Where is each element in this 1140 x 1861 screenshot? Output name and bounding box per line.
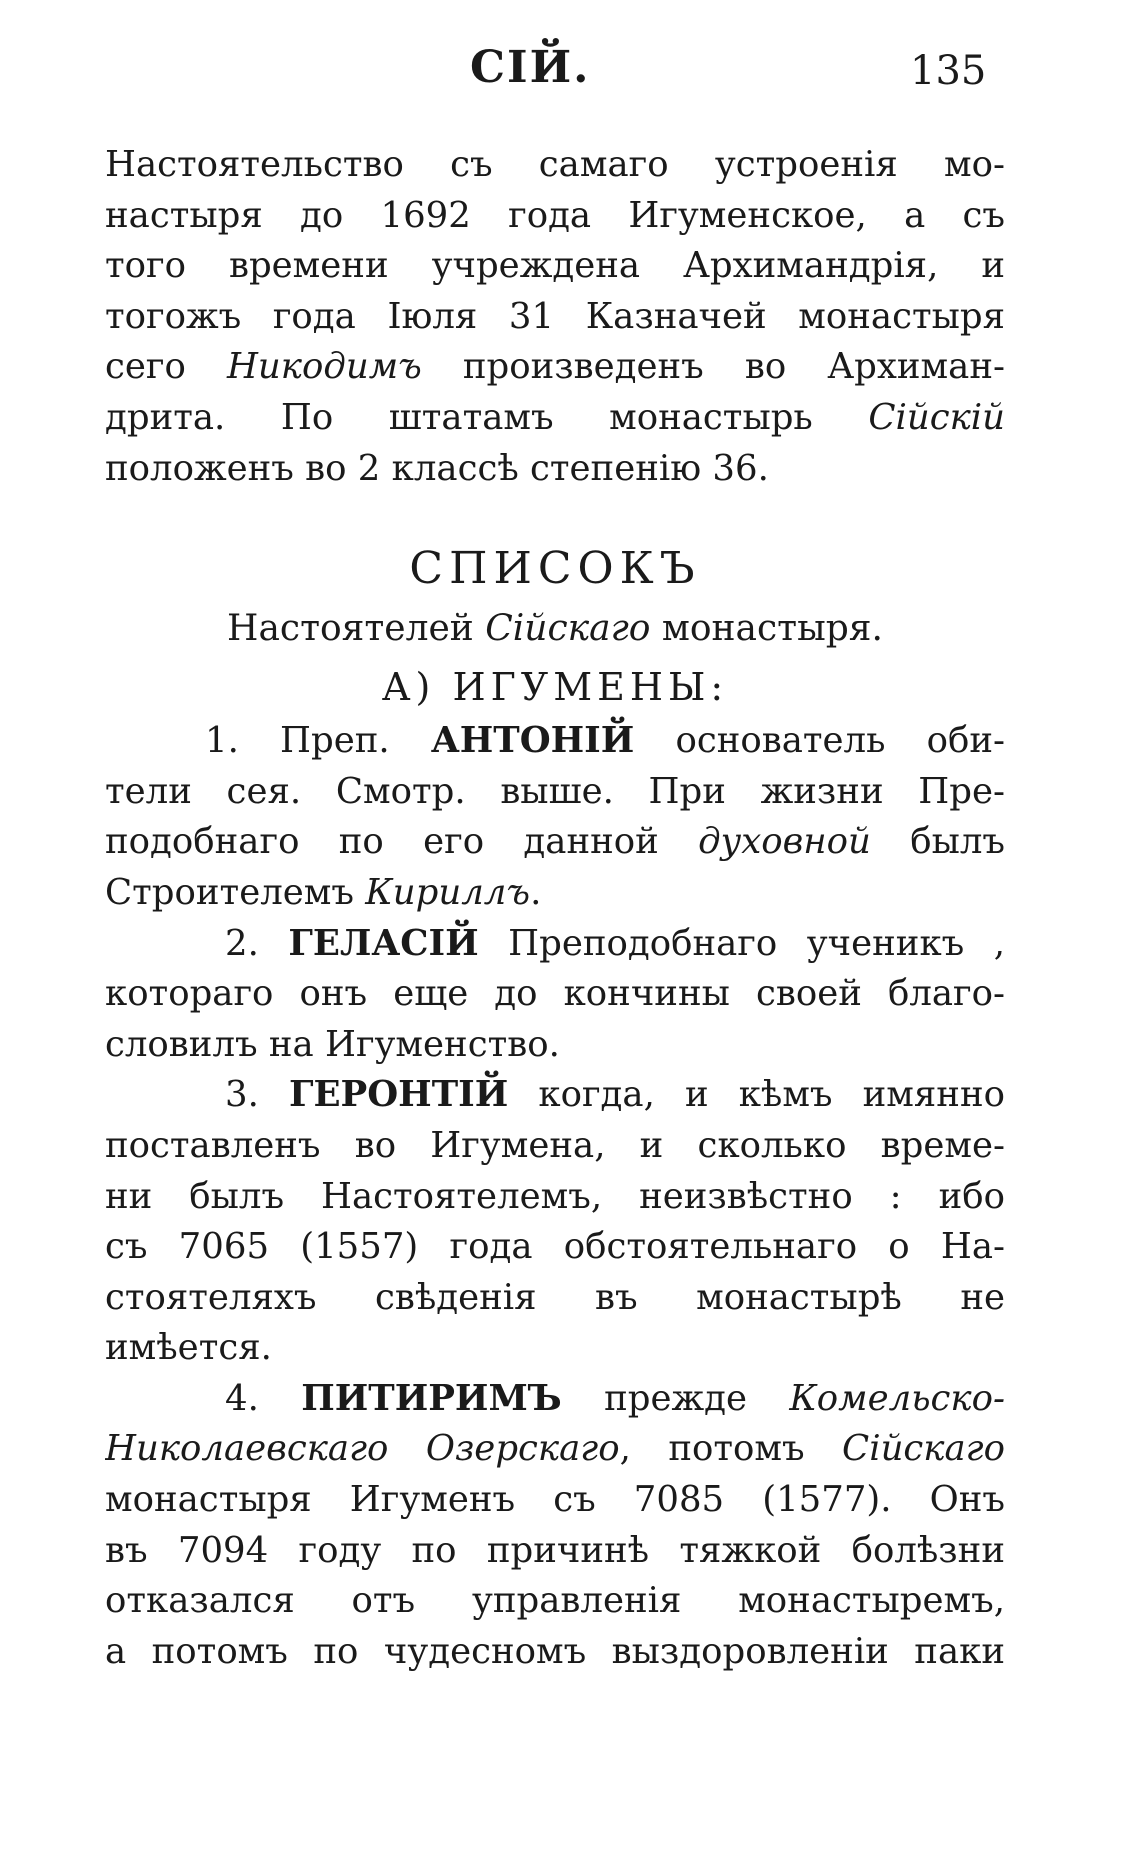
text-line: съ 7065 (1557) года обстоятельнаго о На- [105,1226,1005,1268]
page-number: 135 [910,48,987,94]
text-line: Строителемъ Кириллъ. [105,871,542,913]
text-line: 3. ГЕРОНТІЙ когда, и кѣмъ имянно [225,1074,1005,1116]
text-body [105,140,1005,1677]
name-nikodim: Никодимъ [226,346,422,388]
entry-4 [105,1374,1005,1678]
text-line: того времени учреждена Архимандрія, и [105,245,1005,287]
text-line: въ 7094 году по причинѣ тяжкой болѣзни [105,1529,1005,1571]
text-line: 1. Преп. АНТОНІЙ основатель оби- [205,720,1005,762]
intro-paragraph [105,140,1005,494]
text-line: подобнаго по его данной духовной былъ [105,821,1005,863]
running-title: СІЙ. [470,42,591,93]
text-line: 4. ПИТИРИМЪ прежде Комельско- [225,1377,1005,1419]
text-line: поставленъ во Игумена, и сколько време- [105,1124,1005,1166]
list-title: СПИСОКЪ [409,543,701,595]
text-line: сего Никодимъ произведенъ во Архиман- [105,346,1005,388]
text-line: 2. ГЕЛАСІЙ Преподобнаго ученикъ , [225,922,1005,964]
text-line: котораго онъ еще до кончины своей благо- [105,973,1005,1015]
text-line: ни былъ Настоятелемъ, неизвѣстно : ибо [105,1175,1005,1217]
text-line: словилъ на Игуменство. [105,1023,560,1065]
entry-2 [105,919,1005,1071]
text-line: имѣется. [105,1327,272,1369]
text-line: тели сея. Смотр. выше. При жизни Пре- [105,770,1005,812]
list-subtitle: Настоятелей Сійскаго монастыря. [227,608,883,650]
text-line: Николаевскаго Озерскаго, потомъ Сійскаго [105,1428,1005,1470]
abbot-name: ГЕЛАСІЙ [288,922,479,964]
text-line: положенъ во 2 классѣ степенію 36. [105,447,769,489]
text-line: стоятеляхъ свѣденія въ монастырѣ не [105,1276,1005,1318]
text-line: тогожъ года Іюля 31 Казначей монастыря [105,295,1005,337]
abbot-name: ГЕРОНТІЙ [288,1074,509,1116]
text-line: а потомъ по чудесномъ выздоровленіи паки [105,1630,1005,1672]
entry-1 [105,716,1005,918]
text-line: монастыря Игуменъ съ 7085 (1577). Онъ [105,1479,1005,1521]
text-line: отказался отъ управленія монастыремъ, [105,1580,1005,1622]
text-line: настыря до 1692 года Игуменское, а съ [105,194,1005,236]
abbot-name: ПИТИРИМЪ [301,1377,562,1419]
text-line: Настоятельство съ самаго устроенія мо- [105,144,1005,185]
page-header [0,42,1140,102]
name-siyskiy: Сійскій [868,396,1005,438]
entry-3 [105,1070,1005,1374]
section-heading: А) ИГУМЕНЫ: [381,665,729,710]
text-line: дрита. По штатамъ монастырь Сійскій [105,396,1005,438]
abbot-name: АНТОНІЙ [430,720,635,762]
